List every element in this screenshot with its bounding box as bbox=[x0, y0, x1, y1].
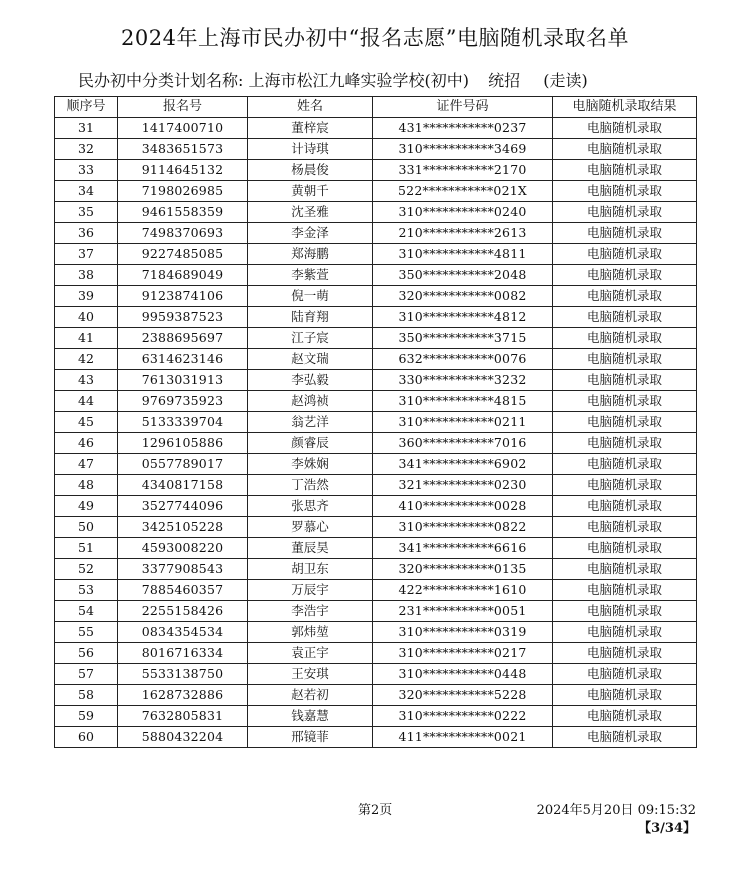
cell-name: 计诗琪 bbox=[248, 139, 373, 160]
cell-result: 电脑随机录取 bbox=[553, 349, 697, 370]
table-header-row bbox=[55, 97, 697, 118]
cell-name: 颜睿辰 bbox=[248, 433, 373, 454]
cell-id: 422***********1610 bbox=[373, 580, 553, 601]
cell-name: 董梓宸 bbox=[248, 118, 373, 139]
page-number: 第2页 bbox=[358, 803, 393, 818]
table-row bbox=[55, 139, 697, 160]
cell-id: 632***********0076 bbox=[373, 349, 553, 370]
cell-reg: 7632805831 bbox=[118, 706, 248, 727]
cell-seq: 41 bbox=[55, 328, 118, 349]
cell-result: 电脑随机录取 bbox=[553, 433, 697, 454]
cell-seq: 42 bbox=[55, 349, 118, 370]
cell-result: 电脑随机录取 bbox=[553, 223, 697, 244]
cell-seq: 52 bbox=[55, 559, 118, 580]
table-row bbox=[55, 223, 697, 244]
cell-result: 电脑随机录取 bbox=[553, 559, 697, 580]
cell-seq: 56 bbox=[55, 643, 118, 664]
cell-id: 310***********0222 bbox=[373, 706, 553, 727]
cell-name: 陆育翔 bbox=[248, 307, 373, 328]
cell-seq: 40 bbox=[55, 307, 118, 328]
cell-seq: 59 bbox=[55, 706, 118, 727]
cell-reg: 5533138750 bbox=[118, 664, 248, 685]
cell-result: 电脑随机录取 bbox=[553, 307, 697, 328]
cell-result: 电脑随机录取 bbox=[553, 412, 697, 433]
cell-reg: 9114645132 bbox=[118, 160, 248, 181]
cell-name: 钱嘉慧 bbox=[248, 706, 373, 727]
cell-result: 电脑随机录取 bbox=[553, 328, 697, 349]
cell-reg: 3527744096 bbox=[118, 496, 248, 517]
table-row bbox=[55, 181, 697, 202]
cell-result: 电脑随机录取 bbox=[553, 139, 697, 160]
cell-result: 电脑随机录取 bbox=[553, 622, 697, 643]
cell-id: 331***********2170 bbox=[373, 160, 553, 181]
cell-result: 电脑随机录取 bbox=[553, 391, 697, 412]
cell-name: 李弘毅 bbox=[248, 370, 373, 391]
table-row bbox=[55, 643, 697, 664]
cell-reg: 5880432204 bbox=[118, 727, 248, 748]
cell-name: 万辰宇 bbox=[248, 580, 373, 601]
header-name: 姓名 bbox=[248, 97, 373, 118]
cell-id: 350***********2048 bbox=[373, 265, 553, 286]
cell-id: 310***********0822 bbox=[373, 517, 553, 538]
cell-name: 倪一萌 bbox=[248, 286, 373, 307]
admission-category: 统招 bbox=[488, 71, 521, 90]
cell-id: 231***********0051 bbox=[373, 601, 553, 622]
page-count: 【3/34】 bbox=[638, 821, 696, 836]
cell-id: 310***********0448 bbox=[373, 664, 553, 685]
cell-id: 310***********0211 bbox=[373, 412, 553, 433]
cell-id: 310***********0319 bbox=[373, 622, 553, 643]
cell-result: 电脑随机录取 bbox=[553, 286, 697, 307]
cell-id: 320***********0135 bbox=[373, 559, 553, 580]
cell-name: 李浩宇 bbox=[248, 601, 373, 622]
cell-result: 电脑随机录取 bbox=[553, 454, 697, 475]
cell-id: 411***********0021 bbox=[373, 727, 553, 748]
cell-name: 黄朝千 bbox=[248, 181, 373, 202]
cell-seq: 33 bbox=[55, 160, 118, 181]
table-row bbox=[55, 685, 697, 706]
cell-result: 电脑随机录取 bbox=[553, 265, 697, 286]
cell-id: 310***********0240 bbox=[373, 202, 553, 223]
cell-reg: 7184689049 bbox=[118, 265, 248, 286]
cell-id: 321***********0230 bbox=[373, 475, 553, 496]
cell-result: 电脑随机录取 bbox=[553, 160, 697, 181]
cell-id: 310***********4812 bbox=[373, 307, 553, 328]
table-row bbox=[55, 706, 697, 727]
table-row bbox=[55, 349, 697, 370]
cell-reg: 9123874106 bbox=[118, 286, 248, 307]
header-reg: 报名号 bbox=[118, 97, 248, 118]
cell-name: 李姝娴 bbox=[248, 454, 373, 475]
cell-reg: 6314623146 bbox=[118, 349, 248, 370]
table-row bbox=[55, 622, 697, 643]
cell-reg: 3425105228 bbox=[118, 517, 248, 538]
cell-seq: 38 bbox=[55, 265, 118, 286]
attendance-mode: (走读) bbox=[543, 71, 588, 90]
table-row bbox=[55, 664, 697, 685]
table-row bbox=[55, 244, 697, 265]
cell-reg: 4593008220 bbox=[118, 538, 248, 559]
plan-label: 民办初中分类计划名称: bbox=[78, 71, 244, 90]
cell-reg: 9461558359 bbox=[118, 202, 248, 223]
cell-id: 310***********4815 bbox=[373, 391, 553, 412]
cell-seq: 39 bbox=[55, 286, 118, 307]
cell-reg: 7613031913 bbox=[118, 370, 248, 391]
table-row bbox=[55, 601, 697, 622]
cell-name: 江子宸 bbox=[248, 328, 373, 349]
cell-result: 电脑随机录取 bbox=[553, 202, 697, 223]
cell-reg: 7198026985 bbox=[118, 181, 248, 202]
cell-seq: 55 bbox=[55, 622, 118, 643]
table-row bbox=[55, 265, 697, 286]
cell-result: 电脑随机录取 bbox=[553, 475, 697, 496]
document-title: 2024年上海市民办初中“报名志愿”电脑随机录取名单 bbox=[121, 26, 629, 50]
table-row bbox=[55, 475, 697, 496]
cell-name: 王安琪 bbox=[248, 664, 373, 685]
cell-reg: 9227485085 bbox=[118, 244, 248, 265]
cell-result: 电脑随机录取 bbox=[553, 370, 697, 391]
print-datetime: 2024年5月20日 09:15:32 bbox=[536, 803, 696, 818]
cell-id: 410***********0028 bbox=[373, 496, 553, 517]
table-row bbox=[55, 538, 697, 559]
cell-id: 341***********6616 bbox=[373, 538, 553, 559]
table-row bbox=[55, 286, 697, 307]
cell-name: 杨晨俊 bbox=[248, 160, 373, 181]
cell-result: 电脑随机录取 bbox=[553, 517, 697, 538]
cell-seq: 44 bbox=[55, 391, 118, 412]
cell-id: 522***********021X bbox=[373, 181, 553, 202]
cell-reg: 5133339704 bbox=[118, 412, 248, 433]
cell-reg: 3377908543 bbox=[118, 559, 248, 580]
cell-seq: 36 bbox=[55, 223, 118, 244]
cell-seq: 46 bbox=[55, 433, 118, 454]
cell-name: 翁艺洋 bbox=[248, 412, 373, 433]
cell-seq: 58 bbox=[55, 685, 118, 706]
cell-reg: 1417400710 bbox=[118, 118, 248, 139]
cell-reg: 7885460357 bbox=[118, 580, 248, 601]
cell-name: 赵若初 bbox=[248, 685, 373, 706]
header-result: 电脑随机录取结果 bbox=[553, 97, 697, 118]
cell-name: 董辰昊 bbox=[248, 538, 373, 559]
table-row bbox=[55, 454, 697, 475]
cell-reg: 9769735923 bbox=[118, 391, 248, 412]
cell-id: 210***********2613 bbox=[373, 223, 553, 244]
cell-seq: 54 bbox=[55, 601, 118, 622]
table-row bbox=[55, 559, 697, 580]
cell-seq: 43 bbox=[55, 370, 118, 391]
cell-reg: 1628732886 bbox=[118, 685, 248, 706]
header-seq: 顺序号 bbox=[55, 97, 118, 118]
cell-id: 360***********7016 bbox=[373, 433, 553, 454]
cell-seq: 34 bbox=[55, 181, 118, 202]
cell-seq: 60 bbox=[55, 727, 118, 748]
cell-name: 郭炜堃 bbox=[248, 622, 373, 643]
cell-id: 341***********6902 bbox=[373, 454, 553, 475]
cell-seq: 37 bbox=[55, 244, 118, 265]
cell-seq: 32 bbox=[55, 139, 118, 160]
cell-result: 电脑随机录取 bbox=[553, 538, 697, 559]
cell-result: 电脑随机录取 bbox=[553, 706, 697, 727]
cell-name: 沈圣雅 bbox=[248, 202, 373, 223]
cell-name: 丁浩然 bbox=[248, 475, 373, 496]
cell-result: 电脑随机录取 bbox=[553, 118, 697, 139]
cell-name: 赵文瑞 bbox=[248, 349, 373, 370]
cell-name: 李金泽 bbox=[248, 223, 373, 244]
cell-id: 350***********3715 bbox=[373, 328, 553, 349]
cell-result: 电脑随机录取 bbox=[553, 727, 697, 748]
cell-reg: 9959387523 bbox=[118, 307, 248, 328]
cell-seq: 53 bbox=[55, 580, 118, 601]
table-row bbox=[55, 580, 697, 601]
table-row bbox=[55, 202, 697, 223]
cell-seq: 48 bbox=[55, 475, 118, 496]
cell-name: 李紫萱 bbox=[248, 265, 373, 286]
cell-result: 电脑随机录取 bbox=[553, 181, 697, 202]
cell-result: 电脑随机录取 bbox=[553, 685, 697, 706]
cell-result: 电脑随机录取 bbox=[553, 244, 697, 265]
cell-reg: 8016716334 bbox=[118, 643, 248, 664]
table-row bbox=[55, 370, 697, 391]
cell-id: 431***********0237 bbox=[373, 118, 553, 139]
cell-name: 胡卫东 bbox=[248, 559, 373, 580]
cell-result: 电脑随机录取 bbox=[553, 643, 697, 664]
cell-reg: 3483651573 bbox=[118, 139, 248, 160]
cell-reg: 1296105886 bbox=[118, 433, 248, 454]
table-row bbox=[55, 328, 697, 349]
cell-id: 310***********0217 bbox=[373, 643, 553, 664]
cell-seq: 57 bbox=[55, 664, 118, 685]
plan-subtitle bbox=[78, 68, 588, 91]
cell-name: 赵鸿祯 bbox=[248, 391, 373, 412]
cell-result: 电脑随机录取 bbox=[553, 580, 697, 601]
cell-id: 310***********3469 bbox=[373, 139, 553, 160]
table-row bbox=[55, 517, 697, 538]
cell-id: 320***********0082 bbox=[373, 286, 553, 307]
cell-reg: 7498370693 bbox=[118, 223, 248, 244]
table-row bbox=[55, 412, 697, 433]
cell-name: 郑海鹏 bbox=[248, 244, 373, 265]
cell-seq: 51 bbox=[55, 538, 118, 559]
cell-seq: 45 bbox=[55, 412, 118, 433]
table-row bbox=[55, 118, 697, 139]
cell-name: 罗慕心 bbox=[248, 517, 373, 538]
cell-reg: 0834354534 bbox=[118, 622, 248, 643]
table-body bbox=[55, 118, 697, 748]
cell-reg: 4340817158 bbox=[118, 475, 248, 496]
table-row bbox=[55, 160, 697, 181]
cell-name: 邢镜菲 bbox=[248, 727, 373, 748]
table-row bbox=[55, 307, 697, 328]
cell-reg: 2388695697 bbox=[118, 328, 248, 349]
cell-result: 电脑随机录取 bbox=[553, 601, 697, 622]
admission-table bbox=[54, 96, 697, 748]
cell-result: 电脑随机录取 bbox=[553, 664, 697, 685]
cell-seq: 50 bbox=[55, 517, 118, 538]
table-row bbox=[55, 391, 697, 412]
cell-id: 310***********4811 bbox=[373, 244, 553, 265]
cell-seq: 35 bbox=[55, 202, 118, 223]
cell-result: 电脑随机录取 bbox=[553, 496, 697, 517]
cell-id: 330***********3232 bbox=[373, 370, 553, 391]
cell-seq: 31 bbox=[55, 118, 118, 139]
school-name: 上海市松江九峰实验学校(初中) bbox=[248, 71, 469, 90]
table-row bbox=[55, 496, 697, 517]
cell-id: 320***********5228 bbox=[373, 685, 553, 706]
header-id: 证件号码 bbox=[373, 97, 553, 118]
cell-reg: 2255158426 bbox=[118, 601, 248, 622]
cell-reg: 0557789017 bbox=[118, 454, 248, 475]
table-row bbox=[55, 433, 697, 454]
cell-name: 袁正宇 bbox=[248, 643, 373, 664]
cell-name: 张思齐 bbox=[248, 496, 373, 517]
table-row bbox=[55, 727, 697, 748]
cell-seq: 47 bbox=[55, 454, 118, 475]
cell-seq: 49 bbox=[55, 496, 118, 517]
